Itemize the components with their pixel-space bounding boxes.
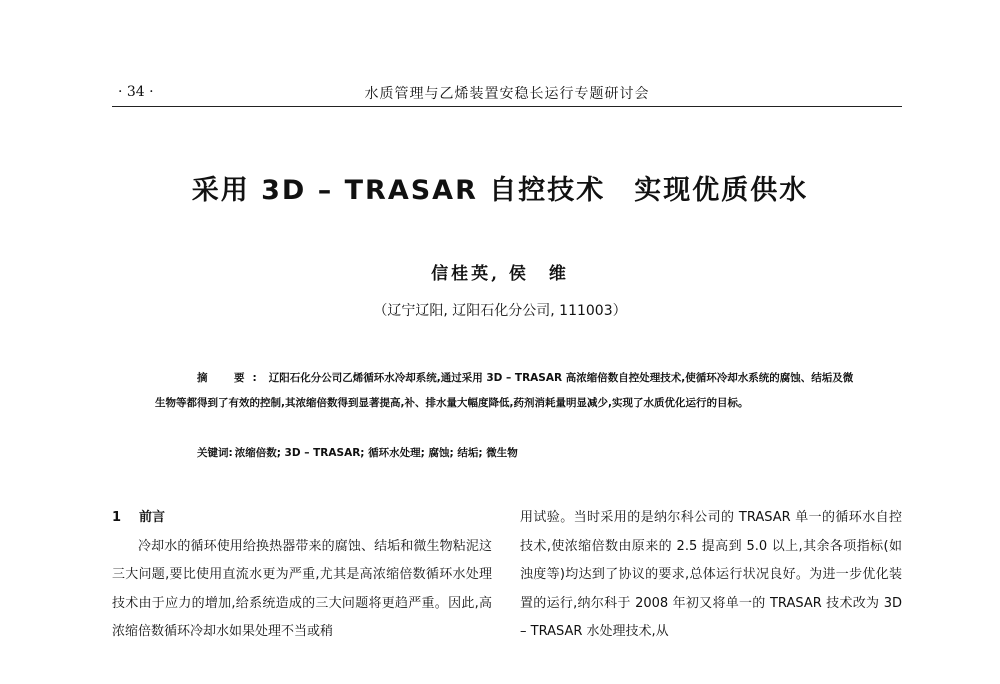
section-title: 前言	[139, 510, 166, 525]
authors: 信桂英, 侯 维	[431, 264, 569, 284]
section-heading	[112, 504, 492, 533]
running-header	[112, 80, 902, 107]
right-column	[520, 504, 902, 647]
page-number: · 34 ·	[118, 84, 154, 100]
body-paragraph-continued: 用试验。当时采用的是纳尔科公司的 TRASAR 单一的循环水自控技术,使浓缩倍数由原来的 2.5 提高到 5.0 以上,其余各项指标(如浊度等)均达到了协议的要求,总体运行状况良好。为进一步优化装置的运行,纳尔科于 2008 年初又将单一的 TRASAR 技术改为 3D – TRASAR 水处理技术,从	[520, 510, 902, 639]
section-number: 1	[112, 510, 122, 525]
abstract-text: 辽阳石化分公司乙烯循环水冷却系统,通过采用 3D – TRASAR 高浓缩倍数自控处理技术,使循环冷却水系统的腐蚀、结垢及微生物等都得到了有效的控制,其浓缩倍数得到显著提高,补、排水量大幅度降低,药剂消耗量明显减少,实现了水质优化运行的目标。	[155, 372, 854, 409]
keywords-label: 关键词:	[197, 447, 233, 459]
keywords-text: 浓缩倍数; 3D – TRASAR; 循环水处理; 腐蚀; 结垢; 微生物	[234, 447, 518, 459]
abstract	[155, 366, 860, 415]
journal-title: 水质管理与乙烯装置安稳长运行专题研讨会	[364, 86, 650, 102]
article-title: 采用 3D – TRASAR 自控技术 实现优质供水	[191, 175, 809, 206]
abstract-label: 摘 要:	[197, 372, 265, 384]
left-column	[112, 504, 492, 647]
keywords	[197, 441, 860, 465]
affiliation: （辽宁辽阳, 辽阳石化分公司, 111003）	[373, 303, 627, 319]
body-paragraph: 冷却水的循环使用给换热器带来的腐蚀、结垢和微生物粘泥这三大问题,要比使用直流水更为严重,尤其是高浓缩倍数循环水处理技术由于应力的增加,给系统造成的三大问题将更趋严重。因此,高浓缩倍数循环冷却水如果处理不当或稍	[112, 538, 492, 639]
